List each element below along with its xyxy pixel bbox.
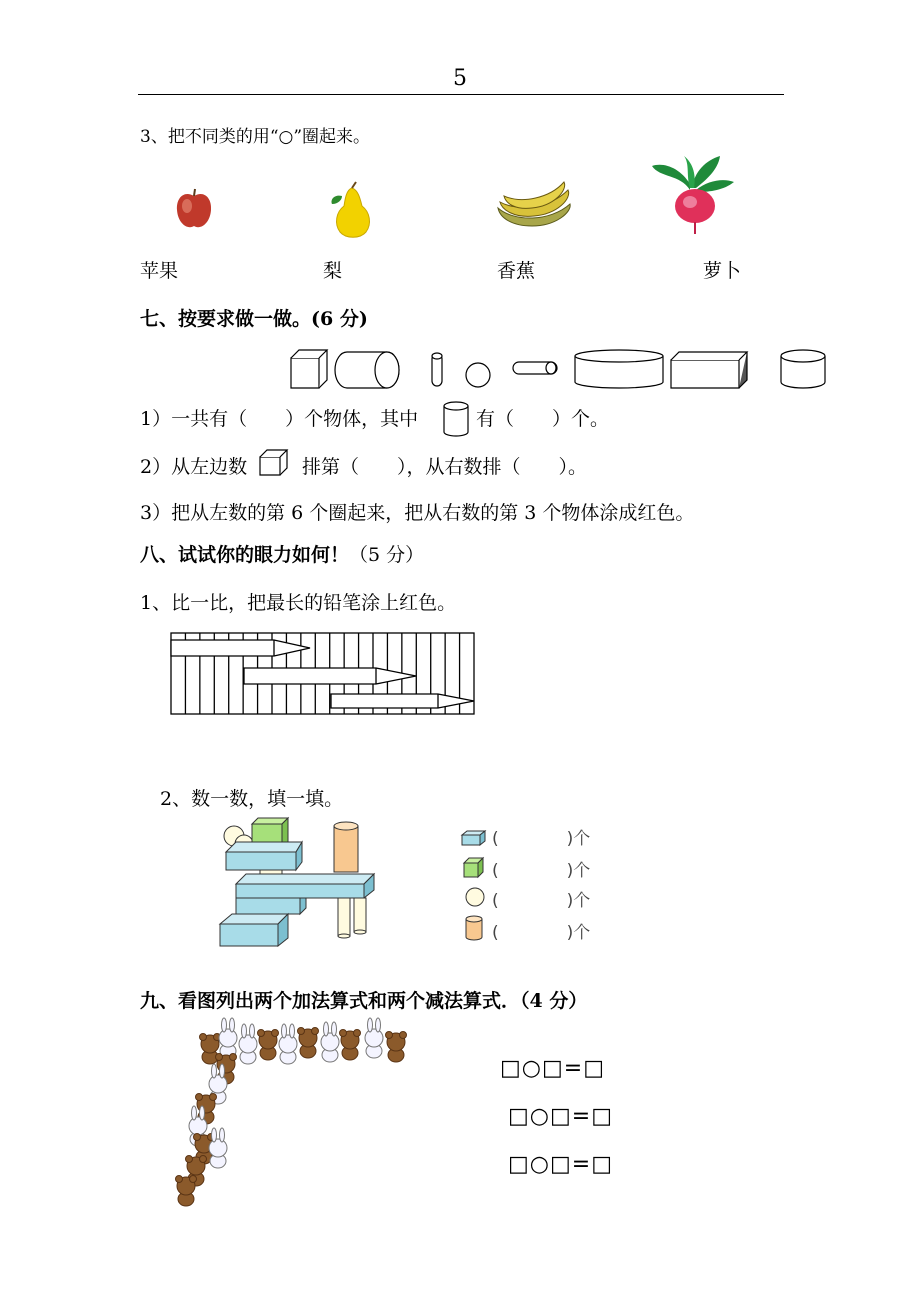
count-row-3: ( )个 [492,891,591,911]
s8-q1: 1、比一比，把最长的铅笔涂上红色。 [140,592,457,614]
flat-cylinder-shape [575,350,663,388]
orange-cylinder-block [334,822,358,872]
cuboid-block-bottom [220,914,288,946]
thin-cylinder-shape [432,353,442,386]
horizontal-rod-shape [513,362,557,374]
animal-line-image [160,1016,420,1208]
rabbit-figure [219,1018,237,1058]
ball-shape [466,363,490,387]
count-icon-cube [462,856,486,880]
count-icon-cylinder [464,914,484,942]
s8-q2: 2、数一数，填一填。 [160,788,344,810]
cylinder-legs-block [338,898,366,938]
fruit-label-banana: 香蕉 [497,260,536,282]
count-icon-cuboid [460,829,488,847]
equation-blank-1: □○□=□ [500,1056,605,1081]
pencil-bottom [331,694,474,708]
rabbit-figure [239,1024,257,1064]
section-8-title-text: 八、试试你的眼力如何！ [140,544,350,566]
bear-figure [176,1176,197,1207]
cube-icon [258,448,290,476]
section-8-score: （5 分） [349,544,425,566]
cuboid-block-top [226,842,302,870]
cylinder-icon [442,400,470,438]
header-rule [138,94,784,95]
count-row-1: ( )个 [492,829,591,849]
equation-blank-3: □○□=□ [508,1152,613,1177]
block-structure-image [218,814,380,950]
s7-line1-start: 1）一共有（ ）个物体，其中 [140,408,419,430]
pear-image [326,182,376,240]
radish-image [650,154,736,236]
count-row-4: ( )个 [492,923,591,943]
bear-figure [386,1032,407,1063]
s7-line2-start: 2）从左边数 [140,456,248,478]
fruit-label-pear: 梨 [323,260,343,282]
s7-line3: 3）把从左数的第 6 个圈起来，把从右数的第 3 个物体涂成红色。 [140,502,695,524]
banana-image [494,178,576,228]
fruit-label-radish: 萝卜 [703,260,742,282]
section-7-title: 七、按要求做一做。(6 分) [140,308,368,330]
rabbit-figure [321,1022,339,1062]
pencil-comparison-grid [170,632,476,716]
horizontal-cylinder-shape [335,352,399,388]
rabbit-figure [209,1128,227,1168]
pencil-middle [244,668,416,684]
pencil-top [171,640,310,656]
apple-image [174,188,214,232]
s7-line2-end: 排第（ ），从右数排（ ）。 [302,456,588,478]
rabbit-figure [365,1018,383,1058]
q3-prompt: 3、把不同类的用“○”圈起来。 [140,127,371,147]
bear-figure [258,1030,279,1061]
page-number: 5 [453,66,467,91]
small-cube-shape [291,350,327,388]
cuboid-block-lower [236,898,306,914]
bear-figure [340,1030,361,1061]
count-icon-ball [464,886,486,908]
bear-figure [298,1028,319,1059]
count-row-2: ( )个 [492,861,591,881]
cuboid-shape [671,352,747,388]
fruit-label-apple: 苹果 [140,260,179,282]
solids-row [285,346,830,392]
cuboid-block-middle [236,874,374,898]
section-9-title: 九、看图列出两个加法算式和两个减法算式．（4 分） [140,990,588,1012]
s7-line1-end: 有（ ）个。 [476,408,610,430]
rabbit-figure [279,1024,297,1064]
short-cylinder-shape [781,350,825,388]
equation-blank-2: □○□=□ [508,1104,613,1129]
section-8-title [140,540,424,567]
